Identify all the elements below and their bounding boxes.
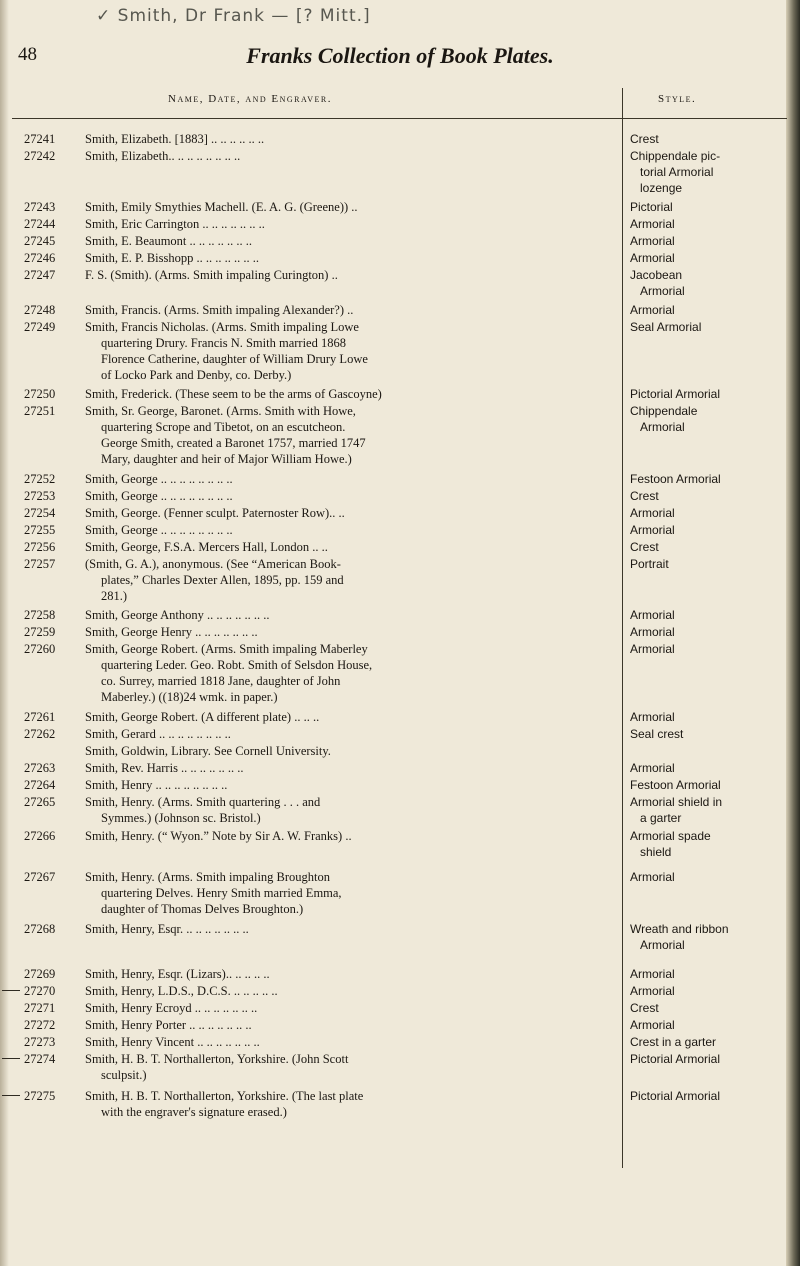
entry-style: Armorial shield in a garter xyxy=(630,795,723,825)
entry-style: Pictorial Armorial xyxy=(630,1089,721,1103)
entry-style: Crest xyxy=(630,132,659,146)
entry-description: Smith, Henry. (“ Wyon.” Note by Sir A. W. Franks) .. xyxy=(85,829,352,843)
entry-style: Armorial xyxy=(630,303,675,317)
entry-number: 27253 xyxy=(24,489,56,503)
entry-number: 27257 xyxy=(24,557,56,571)
entry-number: 27273 xyxy=(24,1035,56,1049)
entry-style: Armorial xyxy=(630,625,675,639)
entry-description: Smith, Henry Vincent .. .. .. .. .. .. .. xyxy=(85,1035,260,1049)
entry-description: Smith, George, F.S.A. Mercers Hall, London .. .. xyxy=(85,540,328,554)
entry-style: Festoon Armorial xyxy=(630,778,721,792)
entry-style: Armorial spade shield xyxy=(630,829,711,859)
entry-style: Pictorial Armorial xyxy=(630,387,721,401)
margin-dash-mark xyxy=(2,1058,20,1059)
entry-number: 27264 xyxy=(24,778,56,792)
entry-style: Crest xyxy=(630,540,659,554)
page-left-edge xyxy=(0,0,9,1266)
entry-style: Armorial xyxy=(630,234,675,248)
entry-number: 27245 xyxy=(24,234,56,248)
margin-dash-mark xyxy=(2,1095,20,1096)
entry-description: Smith, Goldwin, Library. See Cornell University. xyxy=(85,744,331,758)
header-rule xyxy=(12,118,787,119)
entry-number: 27249 xyxy=(24,320,56,334)
entry-description: Smith, Henry, Esqr. .. .. .. .. .. .. .. xyxy=(85,922,249,936)
entry-description: Smith, Rev. Harris .. .. .. .. .. .. .. xyxy=(85,761,244,775)
entry-style: Armorial xyxy=(630,984,675,998)
entry-description: Smith, Francis Nicholas. (Arms. Smith impaling Lowe quartering Drury. Francis N. Smith married 1868 Florence Catherine, daughter of William Drury Lowe of Locko Park and Denby, co. Derby.) xyxy=(85,320,368,382)
entry-style: Portrait xyxy=(630,557,669,571)
entry-style: Armorial xyxy=(630,642,675,656)
entry-number: 27260 xyxy=(24,642,56,656)
entry-description: Smith, Henry. (Arms. Smith quartering . . . and Symmes.) (Johnson sc. Bristol.) xyxy=(85,795,321,825)
entry-description: Smith, Henry Ecroyd .. .. .. .. .. .. .. xyxy=(85,1001,258,1015)
entry-number: 27248 xyxy=(24,303,56,317)
entry-number: 27241 xyxy=(24,132,56,146)
entry-description: Smith, Gerard .. .. .. .. .. .. .. .. xyxy=(85,727,231,741)
entry-description: Smith, Elizabeth.. .. .. .. .. .. .. .. xyxy=(85,149,241,163)
entry-description: Smith, Henry Porter .. .. .. .. .. .. .. xyxy=(85,1018,252,1032)
entry-number: 27266 xyxy=(24,829,56,843)
entry-number: 27258 xyxy=(24,608,56,622)
entry-style: Armorial xyxy=(630,761,675,775)
entry-number: 27271 xyxy=(24,1001,56,1015)
entry-style: Armorial xyxy=(630,217,675,231)
entry-number: 27268 xyxy=(24,922,56,936)
entry-description: Smith, George Anthony .. .. .. .. .. .. .. xyxy=(85,608,270,622)
entry-description: Smith, H. B. T. Northallerton, Yorkshire. (John Scott sculpsit.) xyxy=(85,1052,349,1082)
entry-style: Armorial xyxy=(630,251,675,265)
entry-style: Wreath and ribbon Armorial xyxy=(630,922,729,952)
column-divider xyxy=(622,88,623,1168)
entry-description: Smith, Henry, L.D.S., D.C.S. .. .. .. .. .. xyxy=(85,984,278,998)
entry-style: Chippendale pic- torial Armorial lozenge xyxy=(630,149,721,195)
entry-style: Chippendale Armorial xyxy=(630,404,698,434)
entry-number: 27244 xyxy=(24,217,56,231)
entry-number: 27250 xyxy=(24,387,56,401)
style-column-header: Style. xyxy=(658,93,697,105)
margin-dash-mark xyxy=(2,990,20,991)
entry-style: Festoon Armorial xyxy=(630,472,721,486)
entry-description: Smith, Henry .. .. .. .. .. .. .. .. xyxy=(85,778,228,792)
entry-style: Pictorial Armorial xyxy=(630,1052,721,1066)
entry-number: 27256 xyxy=(24,540,56,554)
entry-description: Smith, George .. .. .. .. .. .. .. .. xyxy=(85,523,233,537)
entry-style: Armorial xyxy=(630,608,675,622)
entry-number: 27274 xyxy=(24,1052,56,1066)
entry-description: Smith, George .. .. .. .. .. .. .. .. xyxy=(85,472,233,486)
entry-number: 27247 xyxy=(24,268,56,282)
entry-number: 27275 xyxy=(24,1089,56,1103)
entry-number: 27254 xyxy=(24,506,56,520)
entry-description: Smith, Henry. (Arms. Smith impaling Broughton quartering Delves. Henry Smith married Emma, daughter of Thomas Delves Broughton.) xyxy=(85,870,342,916)
entry-description: (Smith, G. A.), anonymous. (See “American Book- plates,” Charles Dexter Allen, 1895, pp. 159 and 281.) xyxy=(85,557,344,603)
entry-style: Crest in a garter xyxy=(630,1035,717,1049)
entry-number: 27246 xyxy=(24,251,56,265)
entry-style: Pictorial xyxy=(630,200,673,214)
entry-style: Crest xyxy=(630,489,659,503)
entry-number: 27267 xyxy=(24,870,56,884)
entry-description: Smith, Sr. George, Baronet. (Arms. Smith with Howe, quartering Scrope and Tibetot, on an escutcheon. George Smith, created a Baronet 1757, married 1747 Mary, daughter and heir of Major William Howe.) xyxy=(85,404,366,466)
entry-description: Smith, Emily Smythies Machell. (E. A. G. (Greene)) .. xyxy=(85,200,358,214)
entry-number: 27252 xyxy=(24,472,56,486)
entry-number: 27251 xyxy=(24,404,56,418)
entry-style: Jacobean Armorial xyxy=(630,268,685,298)
entry-description: F. S. (Smith). (Arms. Smith impaling Curington) .. xyxy=(85,268,338,282)
entry-description: Smith, H. B. T. Northallerton, Yorkshire. (The last plate with the engraver's signature erased.) xyxy=(85,1089,364,1119)
entry-description: Smith, George .. .. .. .. .. .. .. .. xyxy=(85,489,233,503)
entry-style: Armorial xyxy=(630,870,675,884)
entry-style: Armorial xyxy=(630,967,675,981)
entry-style: Crest xyxy=(630,1001,659,1015)
entry-style: Seal Armorial xyxy=(630,320,702,334)
entry-style: Armorial xyxy=(630,523,675,537)
entry-number: 27243 xyxy=(24,200,56,214)
entry-number: 27261 xyxy=(24,710,56,724)
entry-description: Smith, Eric Carrington .. .. .. .. .. .. .. xyxy=(85,217,265,231)
entry-number: 27272 xyxy=(24,1018,56,1032)
running-title: Franks Collection of Book Plates. xyxy=(246,43,554,68)
entry-number: 27262 xyxy=(24,727,56,741)
entry-description: Smith, Henry, Esqr. (Lizars).. .. .. .. .. xyxy=(85,967,270,981)
entry-number: 27270 xyxy=(24,984,56,998)
entry-description: Smith, George Robert. (Arms. Smith impaling Maberley quartering Leder. Geo. Robt. Smith of Selsdon House, co. Surrey, married 1818 Jane, daughter of John Maberley.) ((18)24 wmk. in paper.) xyxy=(85,642,373,704)
entry-description: Smith, Frederick. (These seem to be the arms of Gascoyne) xyxy=(85,387,382,401)
entry-description: Smith, George Henry .. .. .. .. .. .. .. xyxy=(85,625,258,639)
entry-number: 27263 xyxy=(24,761,56,775)
entry-number: 27242 xyxy=(24,149,56,163)
entry-style: Armorial xyxy=(630,710,675,724)
entry-number: 27269 xyxy=(24,967,56,981)
page-number: 48 xyxy=(18,44,37,65)
entry-description: Smith, E. Beaumont .. .. .. .. .. .. .. xyxy=(85,234,253,248)
entry-description: Smith, George Robert. (A different plate) .. .. .. xyxy=(85,710,320,724)
entry-number: 27259 xyxy=(24,625,56,639)
entry-style: Seal crest xyxy=(630,727,684,741)
entry-description: Smith, Elizabeth. [1883] .. .. .. .. .. .. xyxy=(85,132,265,146)
entry-style: Armorial xyxy=(630,506,675,520)
entry-style: Armorial xyxy=(630,1018,675,1032)
entry-description: Smith, George. (Fenner sculpt. Paternoster Row).. .. xyxy=(85,506,345,520)
name-column-header: Name, Date, and Engraver. xyxy=(168,93,333,105)
entry-number: 27255 xyxy=(24,523,56,537)
entry-description: Smith, Francis. (Arms. Smith impaling Alexander?) .. xyxy=(85,303,354,317)
handwritten-annotation: ✓ Smith, Dr Frank — [? Mitt.] xyxy=(96,6,371,26)
entry-description: Smith, E. P. Bisshopp .. .. .. .. .. .. .. xyxy=(85,251,259,265)
entry-number: 27265 xyxy=(24,795,56,809)
